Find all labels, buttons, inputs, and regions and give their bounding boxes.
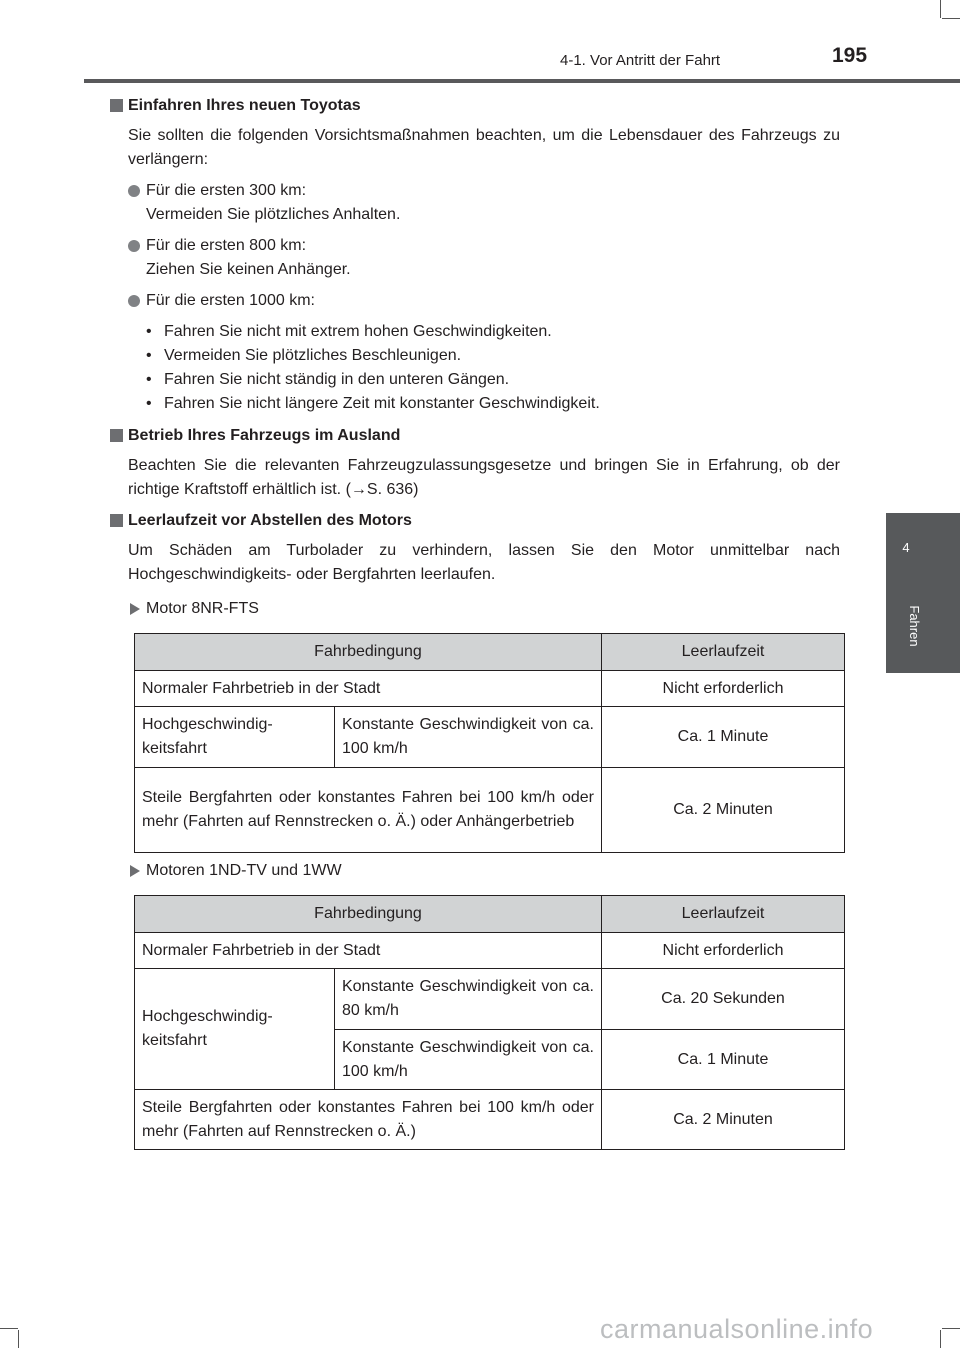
chapter-number: 4 <box>902 540 910 555</box>
section-heading: Betrieb Ihres Fahrzeugs im Ausland <box>110 424 840 448</box>
table-cell: Normaler Fahrbetrieb in der Stadt <box>135 671 602 707</box>
paragraph: Beachten Sie die relevanten Fahrzeugzulassungsgesetze und bringen Sie in Erfahrung, ob der richtige Kraftstoff erhältlich ist. (→S. 636) <box>128 457 840 498</box>
header-section-title: 4-1. Vor Antritt der Fahrt <box>560 52 721 69</box>
table-cell: Normaler Fahrbetrieb in der Stadt <box>135 933 602 969</box>
table-row <box>135 768 845 853</box>
page-number: 195 <box>832 44 868 67</box>
list-item: Für die ersten 300 km: Vermeiden Sie plötzliches Anhalten. <box>128 179 840 227</box>
table-cell: Hochgeschwindig-keitsfahrt <box>135 969 335 1090</box>
sub-list <box>110 320 840 416</box>
table-cell: Steile Bergfahrten oder konstantes Fahren bei 100 km/h oder mehr (Fahrten auf Rennstrecken o. Ä.) <box>135 1090 602 1150</box>
table-header-row <box>135 634 845 671</box>
crop-mark <box>940 1330 941 1348</box>
table-cell: Steile Bergfahrten oder konstantes Fahren bei 100 km/h oder mehr (Fahrten auf Rennstrecken o. Ä.) oder Anhängerbetrieb <box>135 768 602 853</box>
crop-mark <box>942 18 960 19</box>
table-row <box>135 969 845 1030</box>
table-cell: Nicht erforderlich <box>602 933 845 969</box>
column-header: Leerlaufzeit <box>602 634 845 671</box>
section-heading: Einfahren Ihres neuen Toyotas <box>110 94 840 118</box>
table-cell: Ca. 20 Sekunden <box>602 969 845 1030</box>
column-header: Leerlaufzeit <box>602 896 845 933</box>
page-content <box>110 94 840 1150</box>
sub-list-item: • Fahren Sie nicht längere Zeit mit konstanter Geschwindigkeit. <box>146 395 600 412</box>
section-heading: Leerlaufzeit vor Abstellen des Motors <box>110 509 840 533</box>
header-rule <box>84 79 960 83</box>
sub-list-item: • Fahren Sie nicht mit extrem hohen Geschwindigkeiten. <box>146 323 552 340</box>
column-header: Fahrbedingung <box>135 896 602 933</box>
table-cell: Ca. 2 Minuten <box>602 768 845 853</box>
table-cell: Konstante Geschwindigkeit von ca. 80 km/h <box>334 969 601 1030</box>
crop-mark <box>940 0 941 18</box>
table-row <box>135 707 845 768</box>
table-cell: Nicht erforderlich <box>602 671 845 707</box>
crop-mark <box>942 1328 960 1329</box>
chapter-tab <box>886 513 960 593</box>
circle-bullet-icon <box>128 240 140 252</box>
paragraph: Um Schäden am Turbolader zu verhindern, lassen Sie den Motor unmittelbar nach Hochgeschwindigkeits- oder Bergfahrten leerlaufen. <box>128 542 840 583</box>
chapter-tab-lower <box>886 593 960 673</box>
watermark: carmanualsonline.info <box>600 1314 874 1344</box>
column-header: Fahrbedingung <box>135 634 602 671</box>
table-row <box>135 671 845 707</box>
table-cell: Ca. 1 Minute <box>602 707 845 768</box>
table-row <box>135 1090 845 1150</box>
list-item: Für die ersten 800 km: Ziehen Sie keinen Anhänger. <box>128 234 840 282</box>
crop-mark <box>18 1330 19 1348</box>
chapter-label: Fahren <box>907 605 922 647</box>
sub-list-item: • Vermeiden Sie plötzliches Beschleunigen. <box>146 347 462 364</box>
table-cell: Ca. 2 Minuten <box>602 1090 845 1150</box>
crop-mark <box>0 1328 18 1329</box>
square-bullet-icon <box>110 99 123 112</box>
triangle-arrow-icon <box>130 865 140 877</box>
circle-bullet-icon <box>128 295 140 307</box>
triangle-arrow-icon <box>130 603 140 615</box>
idle-time-table-8nr <box>134 633 845 853</box>
idle-time-table-1nd-1ww <box>134 895 845 1150</box>
engine-label: Motor 8NR-FTS <box>128 597 840 621</box>
engine-label: Motoren 1ND-TV und 1WW <box>128 859 840 883</box>
table-row <box>135 933 845 969</box>
table-header-row <box>135 896 845 933</box>
paragraph: Sie sollten die folgenden Vorsichtsmaßnahmen beachten, um die Lebensdauer des Fahrzeugs zu verlängern: <box>128 127 840 168</box>
square-bullet-icon <box>110 514 123 527</box>
table-cell: Hochgeschwindig-keitsfahrt <box>135 707 335 768</box>
table-cell: Konstante Geschwindigkeit von ca. 100 km/h <box>334 707 601 768</box>
circle-bullet-icon <box>128 185 140 197</box>
list-item: Für die ersten 1000 km: <box>128 289 840 313</box>
table-cell: Ca. 1 Minute <box>602 1030 845 1090</box>
sub-list-item: • Fahren Sie nicht ständig in den unteren Gängen. <box>146 371 510 388</box>
square-bullet-icon <box>110 429 123 442</box>
table-cell: Konstante Geschwindigkeit von ca. 100 km/h <box>334 1030 601 1090</box>
